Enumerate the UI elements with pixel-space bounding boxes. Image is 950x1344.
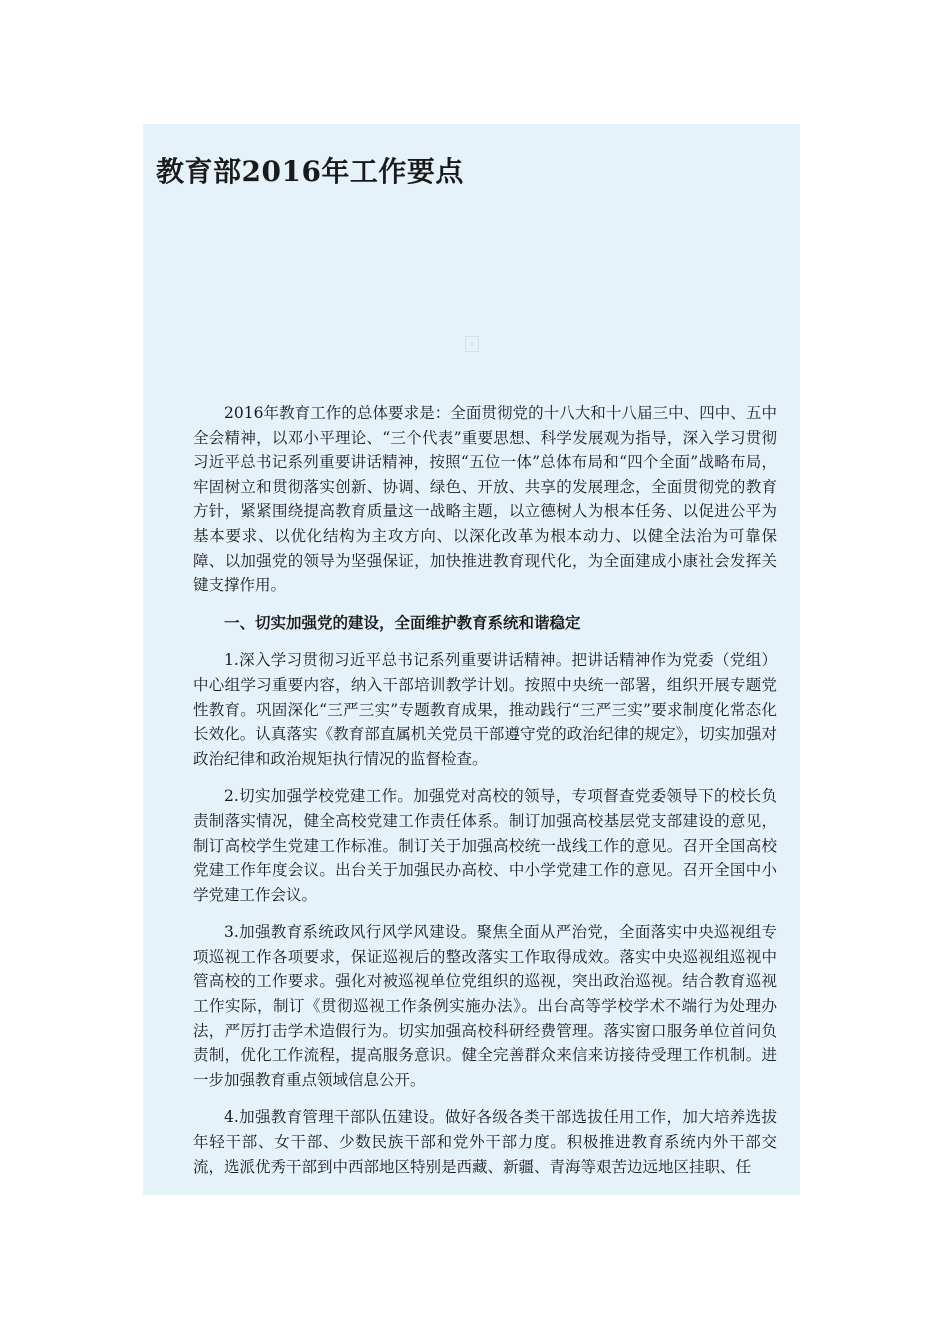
item-paragraph-1: 1.深入学习贯彻习近平总书记系列重要讲话精神。把讲话精神作为党委（党组）中心组学习重要内容，纳入干部培训教学计划。按照中央统一部署，组织开展专题党性教育。巩固深化“三严三实”专题教育成果，推动践行“三严三实”要求制度化常态化长效化。认真落实《教育部直属机关党员干部遵守党的政治纪律的规定》，切实加强对政治纪律和政治规矩执行情况的监督检查。 xyxy=(193,651,777,768)
item-paragraph-4: 4.加强教育管理干部队伍建设。做好各级各类干部选拔任用工作，加大培养选拔年轻干部、女干部、少数民族干部和党外干部力度。积极推进教育系统内外干部交流，选派优秀干部到中西部地区特别是西藏、新疆、青海等艰苦边远地区挂职、任 xyxy=(193,1108,777,1176)
item-paragraph-3: 3.加强教育系统政风行风学风建设。聚焦全面从严治党，全面落实中央巡视组专项巡视工作各项要求，保证巡视后的整改落实工作取得成效。落实中央巡视组巡视中管高校的工作要求。强化对被巡视单位党组织的巡视，突出政治巡视。结合教育巡视工作实际，制订《贯彻巡视工作条例实施办法》。出台高等学校学术不端行为处理办法，严厉打击学术造假行为。切实加强高校科研经费管理。落实窗口服务单位首问负责制，优化工作流程，提高服务意识。健全完善群众来信来访接待受理工作机制。进一步加强教育重点领域信息公开。 xyxy=(193,923,777,1089)
document-title: 教育部2016年工作要点 xyxy=(156,155,464,188)
item-paragraph-2: 2.切实加强学校党建工作。加强党对高校的领导，专项督查党委领导下的校长负责制落实情况，健全高校党建工作责任体系。制订加强高校基层党支部建设的意见，制订高校学生党建工作标准。制订关于加强高校统一战线工作的意见。召开全国高校党建工作年度会议。出台关于加强民办高校、中小学党建工作的意见。召开全国中小学党建工作会议。 xyxy=(193,787,777,904)
section-heading-1: 一、切实加强党的建设，全面维护教育系统和谐稳定 xyxy=(224,613,581,632)
document-body xyxy=(193,401,777,1192)
document-panel xyxy=(143,124,800,1195)
intro-paragraph: 2016年教育工作的总体要求是：全面贯彻党的十八大和十八届三中、四中、五中全会精神，以邓小平理论、“三个代表”重要思想、科学发展观为指导，深入学习贯彻习近平总书记系列重要讲话精神，按照“五位一体”总体布局和“四个全面”战略布局，牢固树立和贯彻落实创新、协调、绿色、开放、共享的发展理念，全面贯彻党的教育方针，紧紧围绕提高教育质量这一战略主题，以立德树人为根本任务、以促进公平为基本要求、以优化结构为主攻方向、以深化改革为根本动力、以健全法治为可靠保障、以加强党的领导为坚强保证，加快推进教育现代化，为全面建成小康社会发挥关键支撑作用。 xyxy=(193,404,777,595)
broken-image-icon xyxy=(465,336,479,352)
